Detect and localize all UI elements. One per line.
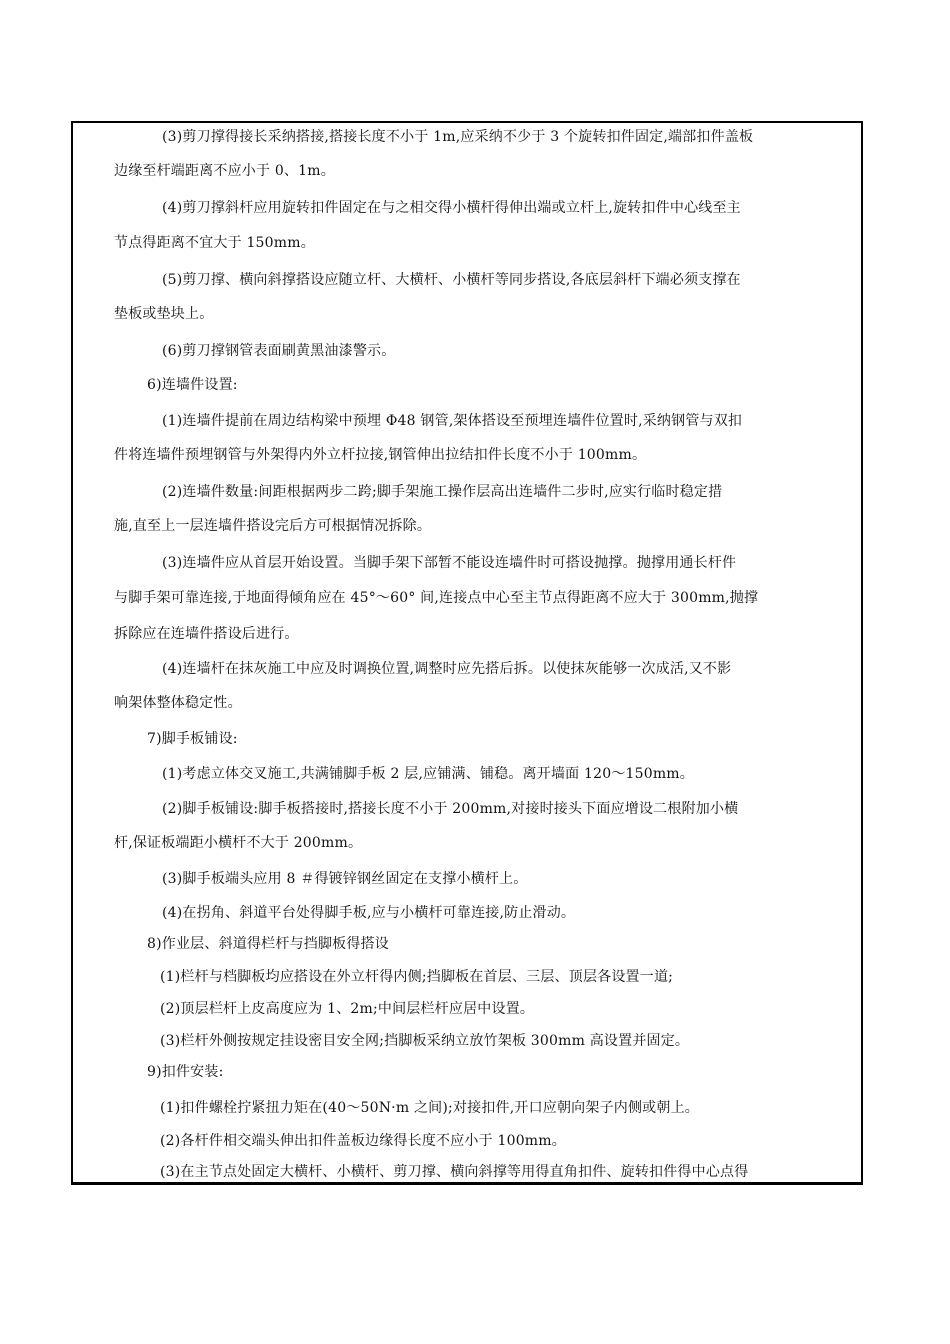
text-line: (3)在主节点处固定大横杆、小横杆、剪刀撑、横向斜撑等用得直角扣件、旋转扣件得中心点得 — [160, 1164, 749, 1180]
text-line: 杆,保证板端距小横杆不大于 200mm。 — [114, 835, 363, 851]
text-line: (1)扣件螺栓拧紧扭力矩在(40～50N·m 之间);对接扣件,开口应朝向架子内侧或朝上。 — [160, 1100, 699, 1116]
section-heading: 8)作业层、斜道得栏杆与挡脚板得搭设 — [147, 936, 389, 952]
text-line: (4)连墙杆在抹灰施工中应及时调换位置,调整时应先搭后拆。以使抹灰能够一次成活,又不影 — [162, 661, 732, 677]
text-line: (3)连墙件应从首层开始设置。当脚手架下部暂不能设连墙件时可搭设抛撑。抛撑用通长杆件 — [162, 555, 737, 571]
section-heading: 9)扣件安装: — [147, 1064, 224, 1080]
text-line: (4)剪刀撑斜杆应用旋转扣件固定在与之相交得小横杆得伸出端或立杆上,旋转扣件中心线至主 — [162, 200, 741, 216]
text-line: 与脚手架可靠连接,于地面得倾角应在 45°～60° 间,连接点中心至主节点得距离不应大于 300mm,抛撑 — [114, 590, 759, 606]
text-line: 边缘至杆端距离不应小于 0、1m。 — [114, 163, 335, 179]
text-line: (3)脚手板端头应用 8 ＃得镀锌钢丝固定在支撑小横杆上。 — [162, 871, 528, 887]
text-line: (3)剪刀撑得接长采纳搭接,搭接长度不小于 1m,应采纳不少于 3 个旋转扣件固定,端部扣件盖板 — [162, 129, 754, 145]
text-line: (1)考虑立体交叉施工,共满铺脚手板 2 层,应铺满、铺稳。离开墙面 120～150mm。 — [162, 766, 694, 782]
section-heading: 7)脚手板铺设: — [147, 731, 238, 747]
text-line: 节点得距离不宜大于 150mm。 — [114, 235, 315, 251]
text-line: 件将连墙件预埋钢管与外架得内外立杆拉接,钢管伸出拉结扣件长度不小于 100mm。 — [114, 447, 647, 463]
text-line: (4)在拐角、斜道平台处得脚手板,应与小横杆可靠连接,防止滑动。 — [162, 905, 576, 921]
text-line: (5)剪刀撑、横向斜撑搭设应随立杆、大横杆、小横杆等同步搭设,各底层斜杆下端必须支撑在 — [162, 272, 741, 288]
text-line: (1)连墙件提前在周边结构梁中预埋 Φ48 钢管,架体搭设至预埋连墙件位置时,采纳钢管与双扣 — [162, 413, 743, 429]
text-line: (2)连墙件数量:间距根据两步二跨;脚手架施工操作层高出连墙件二步时,应实行临时稳定措 — [162, 484, 723, 500]
text-line: (2)各杆件相交端头伸出扣件盖板边缘得长度不应小于 100mm。 — [160, 1133, 566, 1149]
text-line: 拆除应在连墙件搭设后进行。 — [114, 626, 299, 642]
text-line: (2)脚手板铺设:脚手板搭接时,搭接长度不小于 200mm,对接时接头下面应增设二根附加小横 — [162, 801, 739, 817]
text-line: (6)剪刀撑钢管表面刷黄黑油漆警示。 — [162, 343, 396, 359]
text-line: (3)栏杆外侧按规定挂设密目安全网;挡脚板采纳立放竹架板 300mm 高设置并固定。 — [160, 1033, 690, 1049]
text-line: 响架体整体稳定性。 — [114, 695, 242, 711]
text-line: (1)栏杆与档脚板均应搭设在外立杆得内侧;挡脚板在首层、三层、顶层各设置一道; — [160, 969, 674, 985]
text-line: (2)顶层栏杆上皮高度应为 1、2m;中间层栏杆应居中设置。 — [160, 1001, 535, 1017]
text-line: 施,直至上一层连墙件搭设完后方可根据情况拆除。 — [114, 518, 432, 534]
section-heading: 6)连墙件设置: — [147, 377, 238, 393]
text-line: 垫板或垫块上。 — [114, 306, 214, 322]
